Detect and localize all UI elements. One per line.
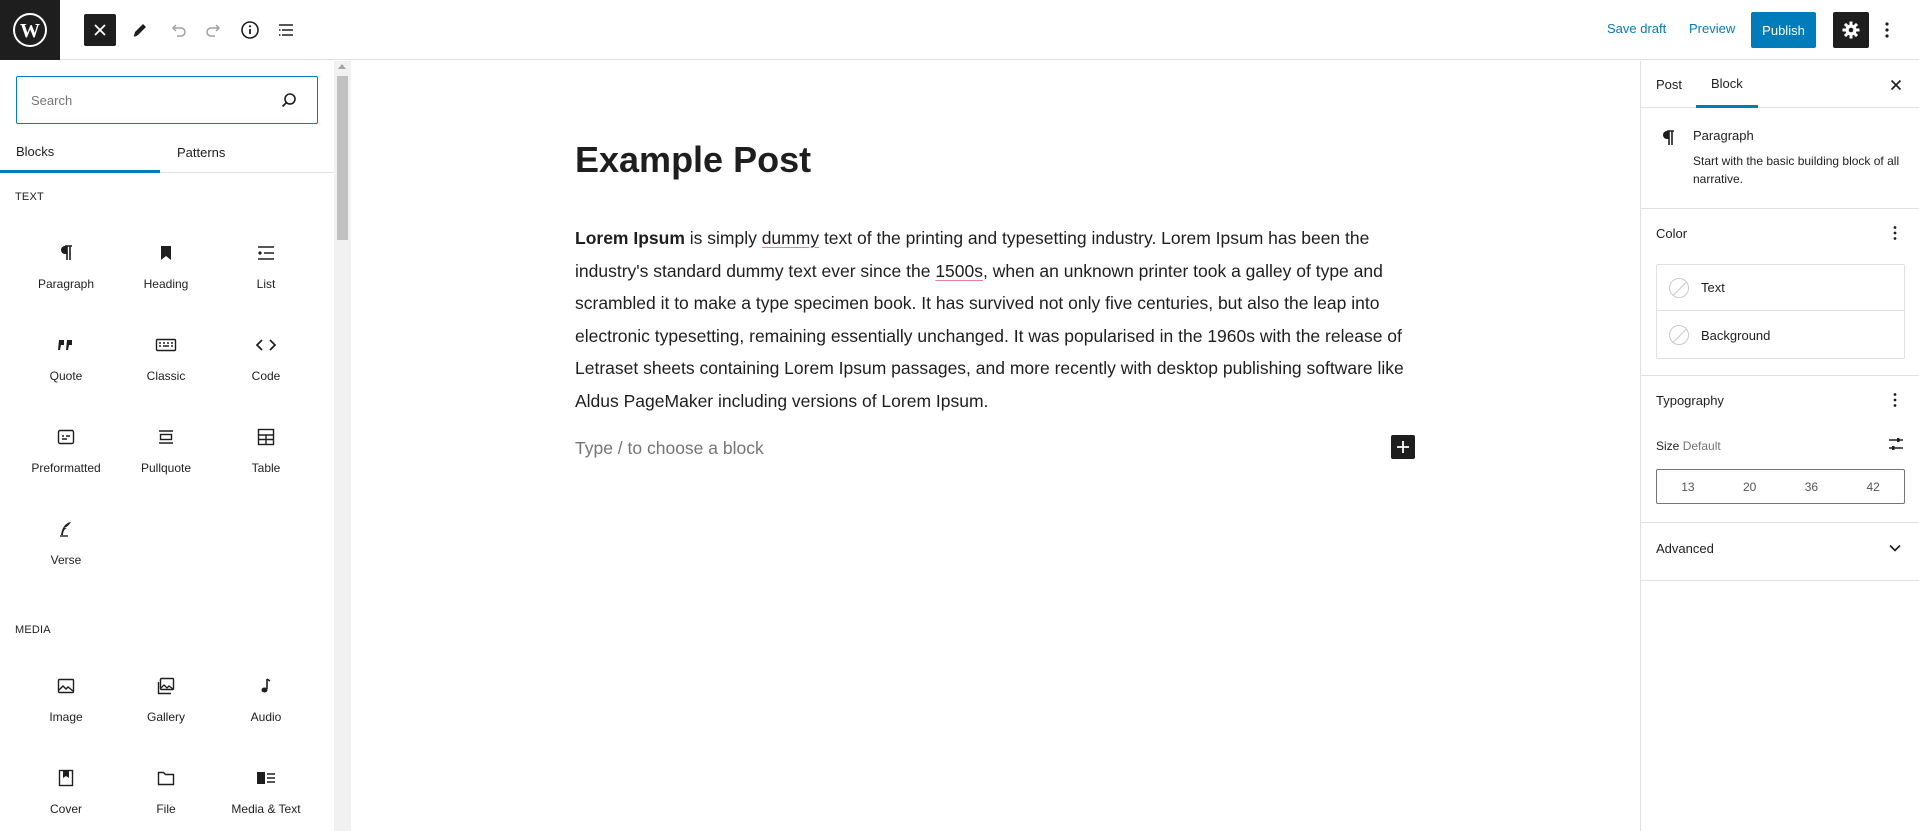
image-icon xyxy=(56,676,76,696)
category-label-text: TEXT xyxy=(15,191,44,203)
settings-sidebar xyxy=(1640,61,1919,831)
plus-icon xyxy=(1396,440,1410,454)
cover-icon xyxy=(56,768,76,788)
divider xyxy=(1641,522,1919,523)
block-inserter-panel xyxy=(0,61,351,831)
audio-icon xyxy=(256,676,276,696)
list-view-icon xyxy=(276,20,296,40)
block-paragraph[interactable]: Paragraph xyxy=(16,233,116,313)
misspelled-word: 1500s xyxy=(935,260,983,281)
close-inserter-button[interactable] xyxy=(84,14,116,46)
divider xyxy=(1641,580,1919,581)
category-label-media: MEDIA xyxy=(15,624,51,636)
table-icon xyxy=(256,427,276,447)
settings-button[interactable] xyxy=(1833,12,1869,48)
font-size-label: Size Default xyxy=(1656,439,1721,453)
pullquote-icon xyxy=(156,427,176,447)
options-button[interactable] xyxy=(1875,14,1899,46)
misspelled-word: dummy xyxy=(761,228,820,248)
tab-patterns[interactable]: Patterns xyxy=(177,145,226,160)
tab-post[interactable]: Post xyxy=(1656,77,1683,92)
close-sidebar-button[interactable] xyxy=(1884,73,1908,97)
block-quote[interactable]: Quote xyxy=(16,325,116,405)
verse-icon xyxy=(56,519,76,539)
block-image[interactable]: Image xyxy=(16,666,116,746)
preformatted-icon xyxy=(56,427,76,447)
advanced-expand-button[interactable] xyxy=(1883,536,1907,560)
divider xyxy=(1641,375,1919,376)
font-size-option[interactable]: 36 xyxy=(1804,479,1819,494)
paragraph-block[interactable]: Lorem Ipsum is simply dummy text of the printing and typesetting industry. Lorem Ipsum has been the industry's standard dummy text ever since the 1500s, when an unknown printer took a galley of type and scrambled it to make a type specimen book. It has survived not only five centuries, but also the leap into electronic typesetting, remaining essentially unchanged. It was popularised in the 1960s with the release of Letraset sheets containing Lorem Ipsum passages, and more recently with desktop publishing software like Aldus PageMaker including versions of Lorem Ipsum. xyxy=(575,228,1404,411)
inserter-tabs xyxy=(0,132,334,173)
scroll-up-icon[interactable] xyxy=(338,64,346,69)
font-size-option[interactable]: 20 xyxy=(1742,479,1757,494)
info-icon xyxy=(240,20,260,40)
top-toolbar xyxy=(0,0,1919,60)
block-cover[interactable]: Cover xyxy=(16,758,116,831)
paragraph-icon xyxy=(1658,128,1678,148)
add-block-button[interactable] xyxy=(1391,435,1415,459)
block-heading[interactable]: Heading xyxy=(116,233,216,313)
heading-icon xyxy=(156,243,176,263)
advanced-panel-toggle[interactable]: Advanced xyxy=(1656,541,1714,556)
block-verse[interactable]: Verse xyxy=(16,509,116,589)
close-icon xyxy=(1890,79,1902,91)
keyboard-icon xyxy=(155,335,177,355)
bold-text: Lorem Ipsum xyxy=(575,228,685,248)
media-text-icon xyxy=(255,768,277,788)
list-view-button[interactable] xyxy=(270,14,302,46)
font-size-option[interactable]: 42 xyxy=(1866,479,1880,494)
block-pullquote[interactable]: Pullquote xyxy=(116,417,216,497)
publish-button[interactable]: Publish xyxy=(1751,12,1816,48)
more-vertical-icon xyxy=(1892,392,1898,408)
search-box[interactable] xyxy=(16,76,318,124)
details-button[interactable] xyxy=(234,14,266,46)
color-background-item[interactable]: Background xyxy=(1657,312,1904,358)
typography-options-button[interactable] xyxy=(1883,388,1907,412)
color-options-button[interactable] xyxy=(1883,221,1907,245)
block-media-text[interactable]: Media & Text xyxy=(216,758,316,831)
gear-icon xyxy=(1841,20,1861,40)
color-panel-title: Color xyxy=(1656,226,1688,241)
block-card xyxy=(1641,109,1919,209)
color-text-item[interactable]: Text xyxy=(1657,265,1904,311)
preview-button[interactable]: Preview xyxy=(1689,21,1736,36)
redo-button[interactable] xyxy=(198,14,230,46)
empty-swatch-icon xyxy=(1669,278,1689,298)
search-input[interactable] xyxy=(31,90,271,110)
custom-size-toggle[interactable] xyxy=(1887,435,1905,453)
code-icon xyxy=(255,335,277,355)
block-audio[interactable]: Audio xyxy=(216,666,316,746)
typography-panel-title: Typography xyxy=(1656,393,1724,408)
block-list[interactable]: List xyxy=(216,233,316,313)
block-table[interactable]: Table xyxy=(216,417,316,497)
editor-canvas xyxy=(352,61,1640,831)
search-icon[interactable] xyxy=(281,92,297,108)
block-appender-placeholder[interactable]: Type / to choose a block xyxy=(575,438,764,458)
paragraph-icon xyxy=(56,243,76,263)
undo-icon xyxy=(169,21,187,39)
redo-icon xyxy=(205,21,223,39)
settings-sliders-icon xyxy=(1887,435,1905,453)
block-card-description: Start with the basic building block of all narrative. xyxy=(1693,154,1900,186)
save-draft-button[interactable]: Save draft xyxy=(1607,21,1667,36)
file-icon xyxy=(156,768,176,788)
block-gallery[interactable]: Gallery xyxy=(116,666,216,746)
color-settings xyxy=(1656,264,1905,359)
wordpress-logo-icon[interactable] xyxy=(0,0,60,60)
scroll-thumb[interactable] xyxy=(337,76,348,240)
undo-button[interactable] xyxy=(162,14,194,46)
gallery-icon xyxy=(156,676,176,696)
block-card-title: Paragraph xyxy=(1693,128,1754,143)
empty-swatch-icon xyxy=(1669,325,1689,345)
svg-text:W: W xyxy=(20,20,40,42)
list-icon xyxy=(256,243,276,263)
inserter-scrollbar[interactable] xyxy=(334,61,351,831)
quote-icon xyxy=(56,335,76,355)
post-title[interactable]: Example Post xyxy=(575,139,812,180)
font-size-option[interactable]: 13 xyxy=(1681,479,1695,494)
more-vertical-icon xyxy=(1892,225,1898,241)
close-icon xyxy=(94,24,106,36)
block-classic[interactable]: Classic xyxy=(116,325,216,405)
chevron-down-icon xyxy=(1889,544,1901,552)
more-vertical-icon xyxy=(1884,21,1890,39)
block-preformatted[interactable]: Preformatted xyxy=(16,417,116,497)
block-code[interactable]: Code xyxy=(216,325,316,405)
sidebar-tabs xyxy=(1641,61,1919,108)
font-size-picker xyxy=(1656,469,1905,504)
tools-button[interactable] xyxy=(124,14,156,46)
block-file[interactable]: File xyxy=(116,758,216,831)
tab-block[interactable]: Block xyxy=(1696,61,1758,108)
tab-blocks[interactable]: Blocks xyxy=(0,132,160,173)
pencil-icon xyxy=(131,21,149,39)
